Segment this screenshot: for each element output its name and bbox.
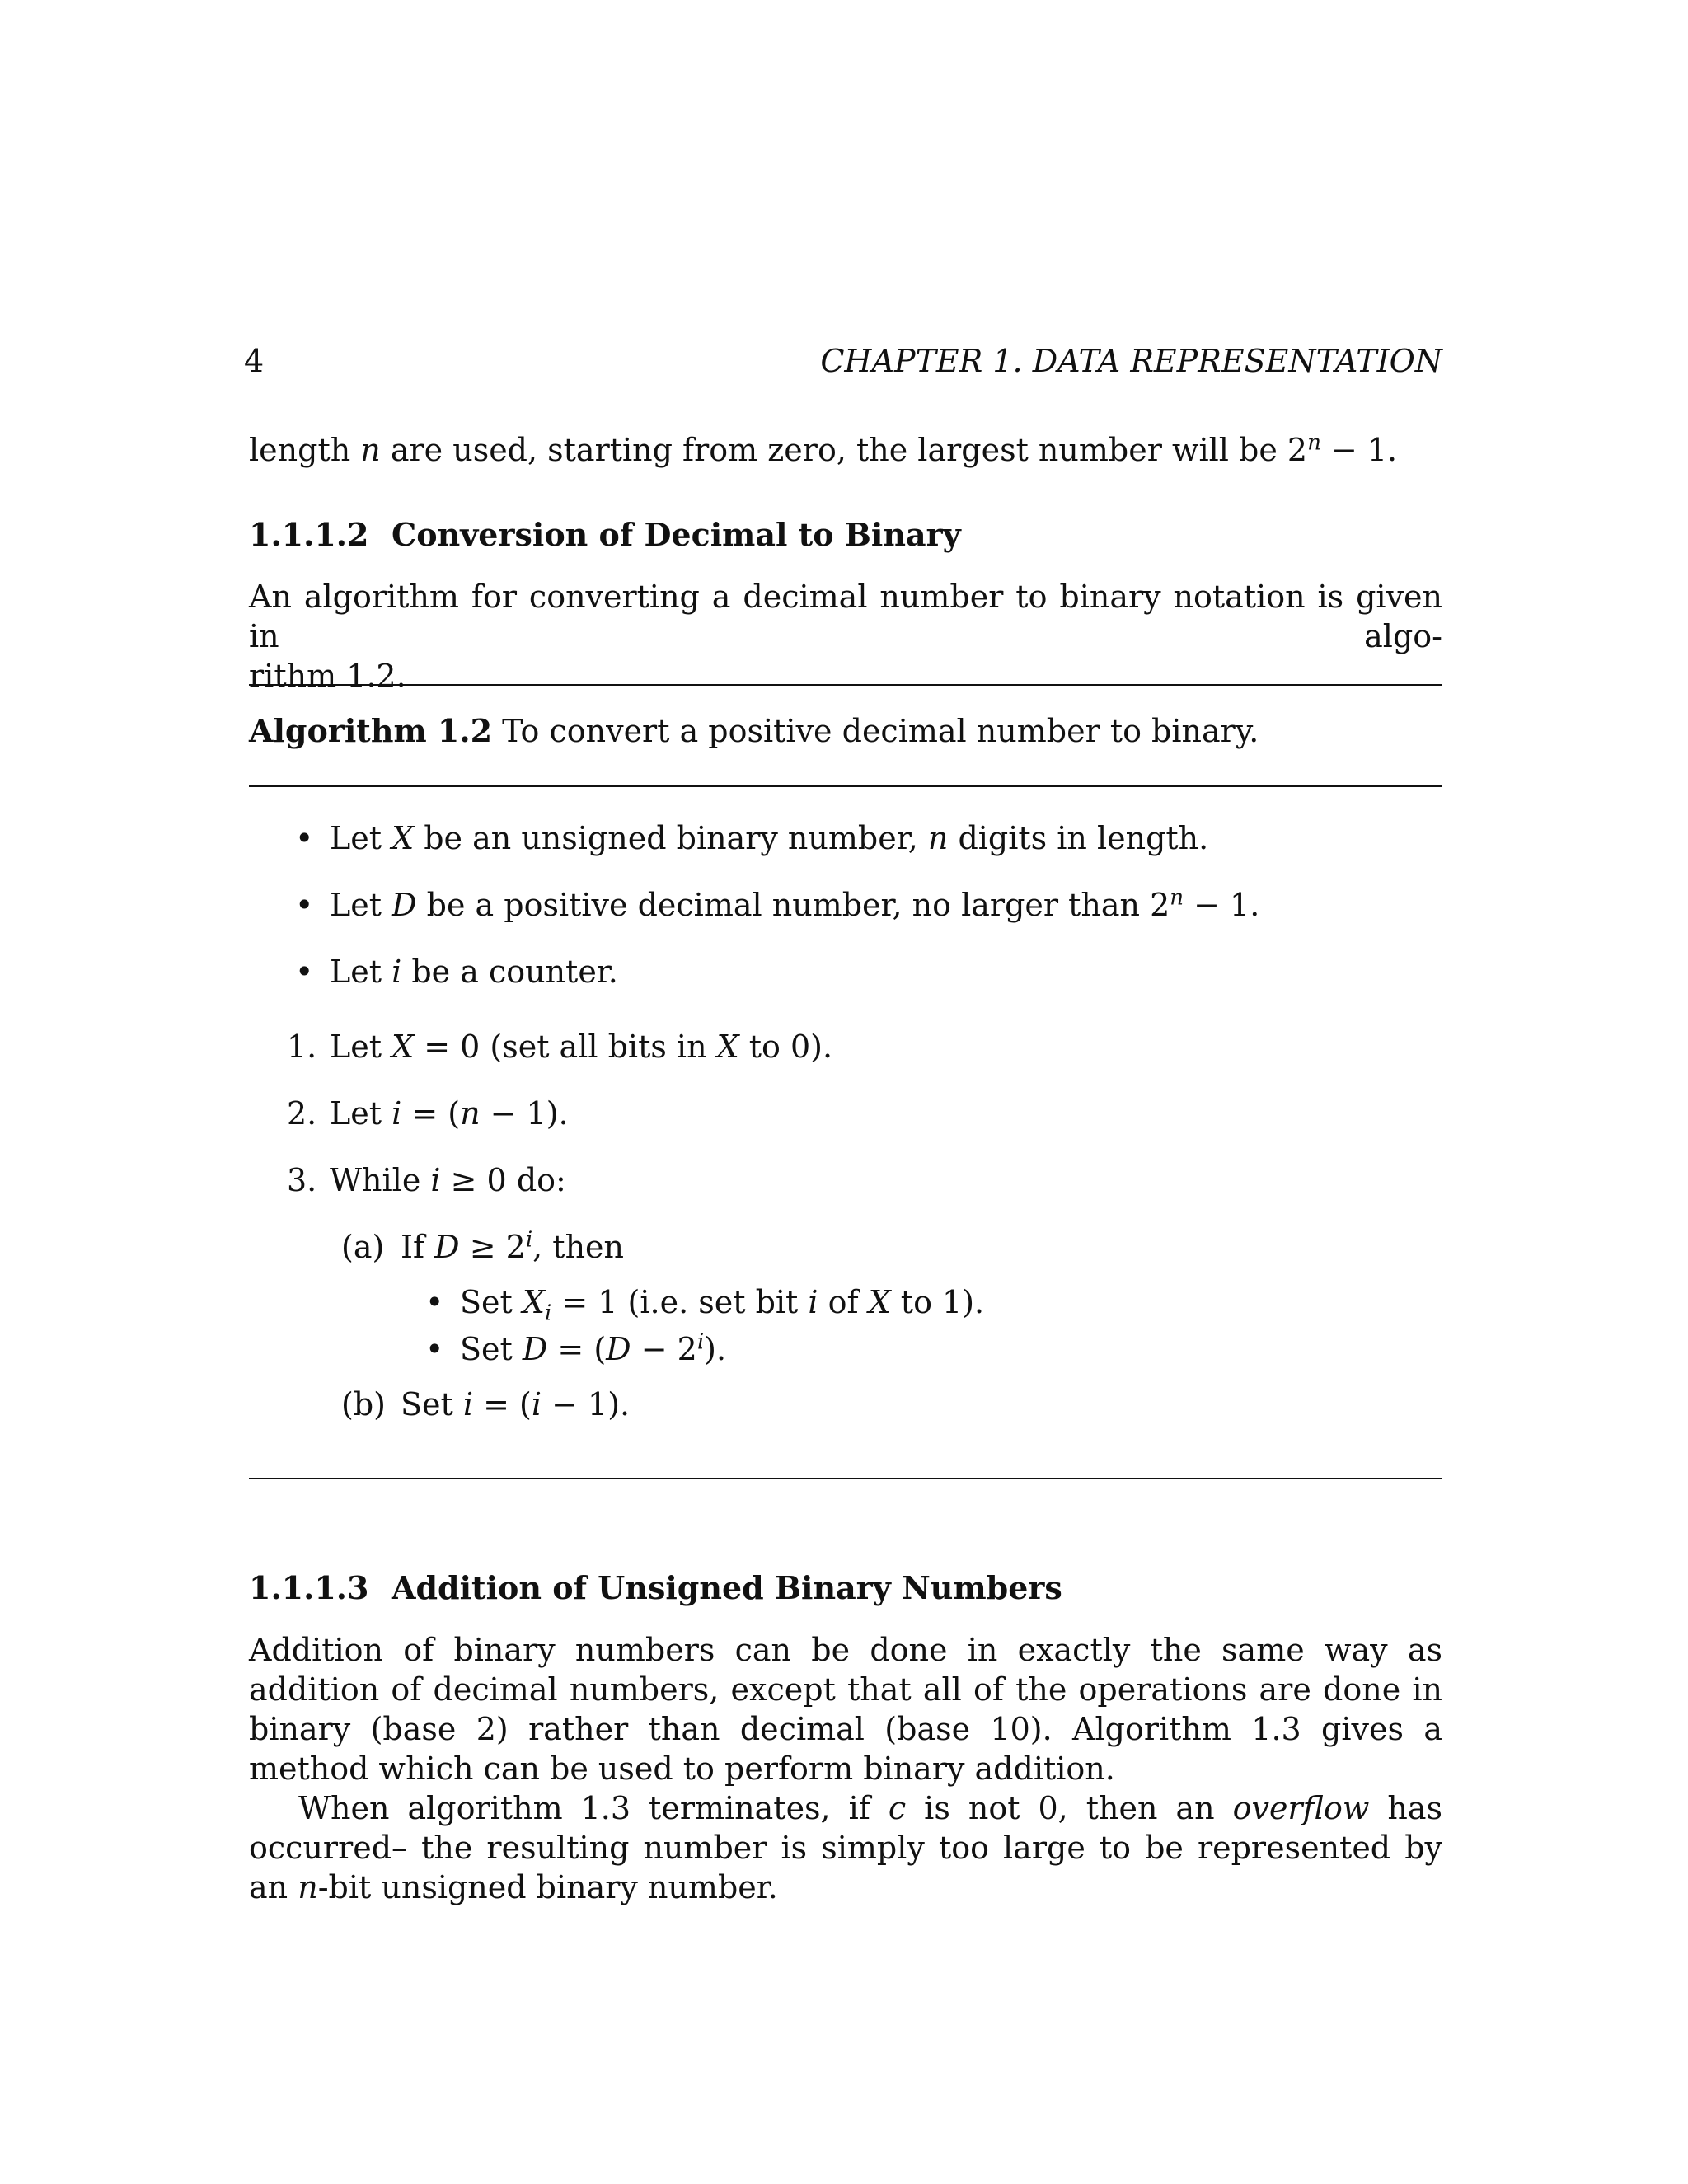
nested-bullet-item: Set $D = (D - 2^i)$. bbox=[460, 1329, 727, 1367]
section-heading-1112 bbox=[249, 515, 961, 555]
bullet-dot: • bbox=[295, 820, 314, 856]
algorithm-bottom-rule bbox=[249, 1478, 1442, 1479]
section-heading-1113 bbox=[249, 1568, 1062, 1608]
running-title: CHAPTER 1. DATA REPRESENTATION bbox=[820, 343, 1442, 379]
intro-line: length n are used, starting from zero, the largest number will be $2^n - 1$. bbox=[249, 430, 1398, 468]
substep-label: (b) bbox=[341, 1386, 386, 1422]
bullet-dot: • bbox=[295, 887, 314, 923]
step-item: Let X = 0 (set all bits in X to 0). bbox=[330, 1029, 833, 1065]
section-body-1113 bbox=[249, 1630, 1442, 1907]
paragraph: When algorithm 1.3 terminates, if c is not 0, then an overflow has occurred– the resulting number is simply too large to be represented by an n-bit unsigned binary number. bbox=[249, 1790, 1442, 1905]
algorithm-caption-rule bbox=[249, 785, 1442, 787]
bullet-dot: • bbox=[425, 1331, 444, 1367]
step-item: While i ≥ 0 do: bbox=[330, 1162, 566, 1198]
bullet-dot: • bbox=[425, 1284, 444, 1320]
substep-item: Set i = (i − 1). bbox=[401, 1386, 631, 1422]
paragraph: Addition of binary numbers can be done in exactly the same way as addition of decimal numbers, except that all of the operations are done in binary (base 2) rather than decimal (base 10). Algorithm 1.3 gives a method which can be used to perform binary addition. bbox=[249, 1632, 1442, 1787]
section-number: 1.1.1.2 bbox=[249, 516, 369, 553]
section-title: Conversion of Decimal to Binary bbox=[392, 516, 961, 553]
bullet-dot: • bbox=[295, 954, 314, 990]
section-body-1112: An algorithm for converting a decimal number to binary notation is given in algo- rithm 1.2. bbox=[249, 579, 1442, 694]
nested-bullet-item: Set $X_i = 1$ (i.e. set bit i of X to 1). bbox=[460, 1284, 985, 1326]
substep-label: (a) bbox=[341, 1229, 385, 1265]
step-number: 2. bbox=[287, 1095, 317, 1132]
page-number: 4 bbox=[244, 343, 265, 379]
algorithm-label: Algorithm 1.2 bbox=[249, 712, 493, 749]
algorithm-caption: Algorithm 1.2 To convert a positive decimal number to binary. bbox=[249, 712, 1259, 749]
step-number: 1. bbox=[287, 1029, 317, 1065]
bullet-item: Let i be a counter. bbox=[330, 954, 618, 990]
substep-item: If $D \ge 2^i$, then bbox=[401, 1227, 625, 1265]
bullet-item: Let X be an unsigned binary number, n digits in length. bbox=[330, 820, 1209, 856]
section-title: Addition of Unsigned Binary Numbers bbox=[392, 1569, 1062, 1606]
section-number: 1.1.1.3 bbox=[249, 1569, 369, 1606]
algorithm-top-rule bbox=[249, 684, 1442, 686]
step-number: 3. bbox=[287, 1162, 317, 1198]
bullet-item: Let D be a positive decimal number, no larger than $2^n - 1$. bbox=[330, 885, 1260, 923]
step-item: Let i = (n − 1). bbox=[330, 1095, 569, 1132]
